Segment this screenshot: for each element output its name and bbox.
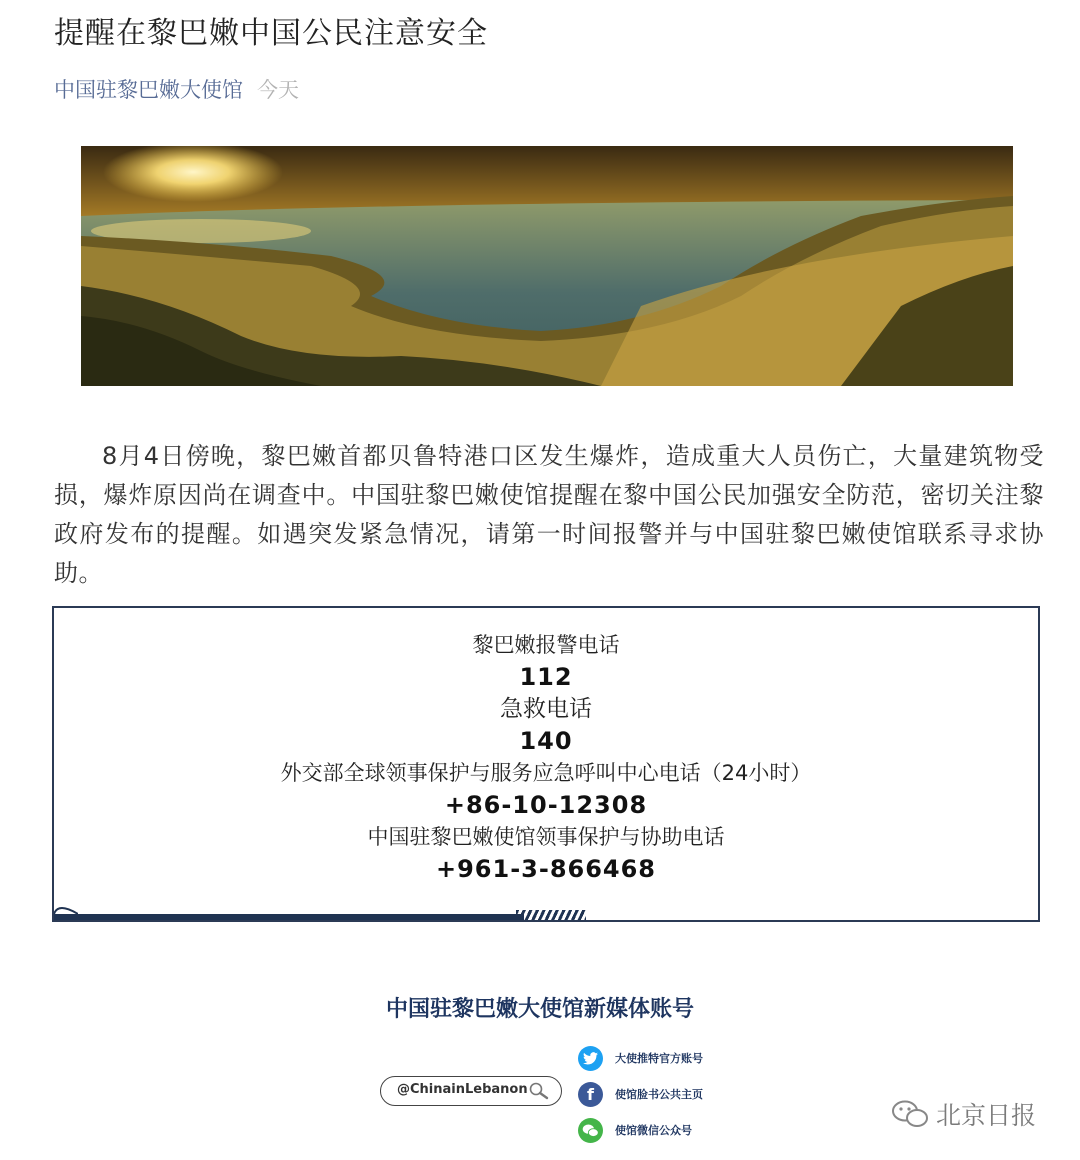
article-meta — [54, 74, 299, 104]
social-facebook[interactable] — [578, 1081, 703, 1107]
facebook-icon: f — [578, 1082, 603, 1107]
police-number[interactable]: 112 — [519, 663, 573, 691]
police-label: 黎巴嫩报警电话 — [472, 633, 620, 657]
author-link[interactable]: 中国驻黎巴嫩大使馆 — [54, 78, 243, 102]
social-twitter[interactable] — [578, 1045, 703, 1071]
article-title: 提醒在黎巴嫩中国公民注意安全 — [54, 16, 488, 51]
hero-image — [81, 146, 1013, 386]
twitter-icon — [578, 1046, 603, 1071]
handle-text: @ChinainLebanon — [397, 1082, 528, 1097]
coastal-city-sunset-photo — [81, 146, 1013, 386]
twitter-label: 大使推特官方账号 — [615, 1052, 703, 1065]
decorative-stripes — [516, 910, 586, 920]
wechat-icon — [578, 1118, 603, 1143]
emergency-contacts-box — [52, 606, 1040, 922]
ambulance-number[interactable]: 140 — [519, 727, 573, 755]
ambulance-label: 急救电话 — [500, 696, 592, 722]
wechat-outline-icon — [890, 1099, 930, 1129]
facebook-label: 使馆脸书公共主页 — [615, 1088, 703, 1101]
search-icon — [529, 1082, 549, 1100]
handle-search-pill[interactable] — [380, 1076, 562, 1106]
publish-date: 今天 — [257, 78, 299, 102]
watermark — [890, 1096, 1036, 1132]
corner-swoosh-icon — [54, 902, 78, 914]
wechat-label: 使馆微信公众号 — [615, 1124, 692, 1137]
article-body: 8月4日傍晚，黎巴嫩首都贝鲁特港口区发生爆炸，造成重大人员伤亡，大量建筑物受损，爆炸原因尚在调查中。中国驻黎巴嫩使馆提醒在黎中国公民加强安全防范，密切关注黎政府发布的提醒。如遇突发紧急情况，请第一时间报警并与中国驻黎巴嫩使馆联系寻求协助。 — [54, 442, 1044, 587]
media-section-title: 中国驻黎巴嫩大使馆新媒体账号 — [385, 997, 694, 1022]
decorative-bar — [54, 914, 524, 920]
watermark-text: 北京日报 — [936, 1101, 1037, 1130]
mfa-hotline-number[interactable]: +86-10-12308 — [444, 791, 648, 819]
mfa-hotline-label: 外交部全球领事保护与服务应急呼叫中心电话（24小时） — [280, 761, 812, 785]
embassy-hotline-number[interactable]: +961-3-866468 — [435, 855, 657, 883]
embassy-hotline-label: 中国驻黎巴嫩使馆领事保护与协助电话 — [367, 825, 725, 849]
social-wechat[interactable] — [578, 1117, 692, 1143]
